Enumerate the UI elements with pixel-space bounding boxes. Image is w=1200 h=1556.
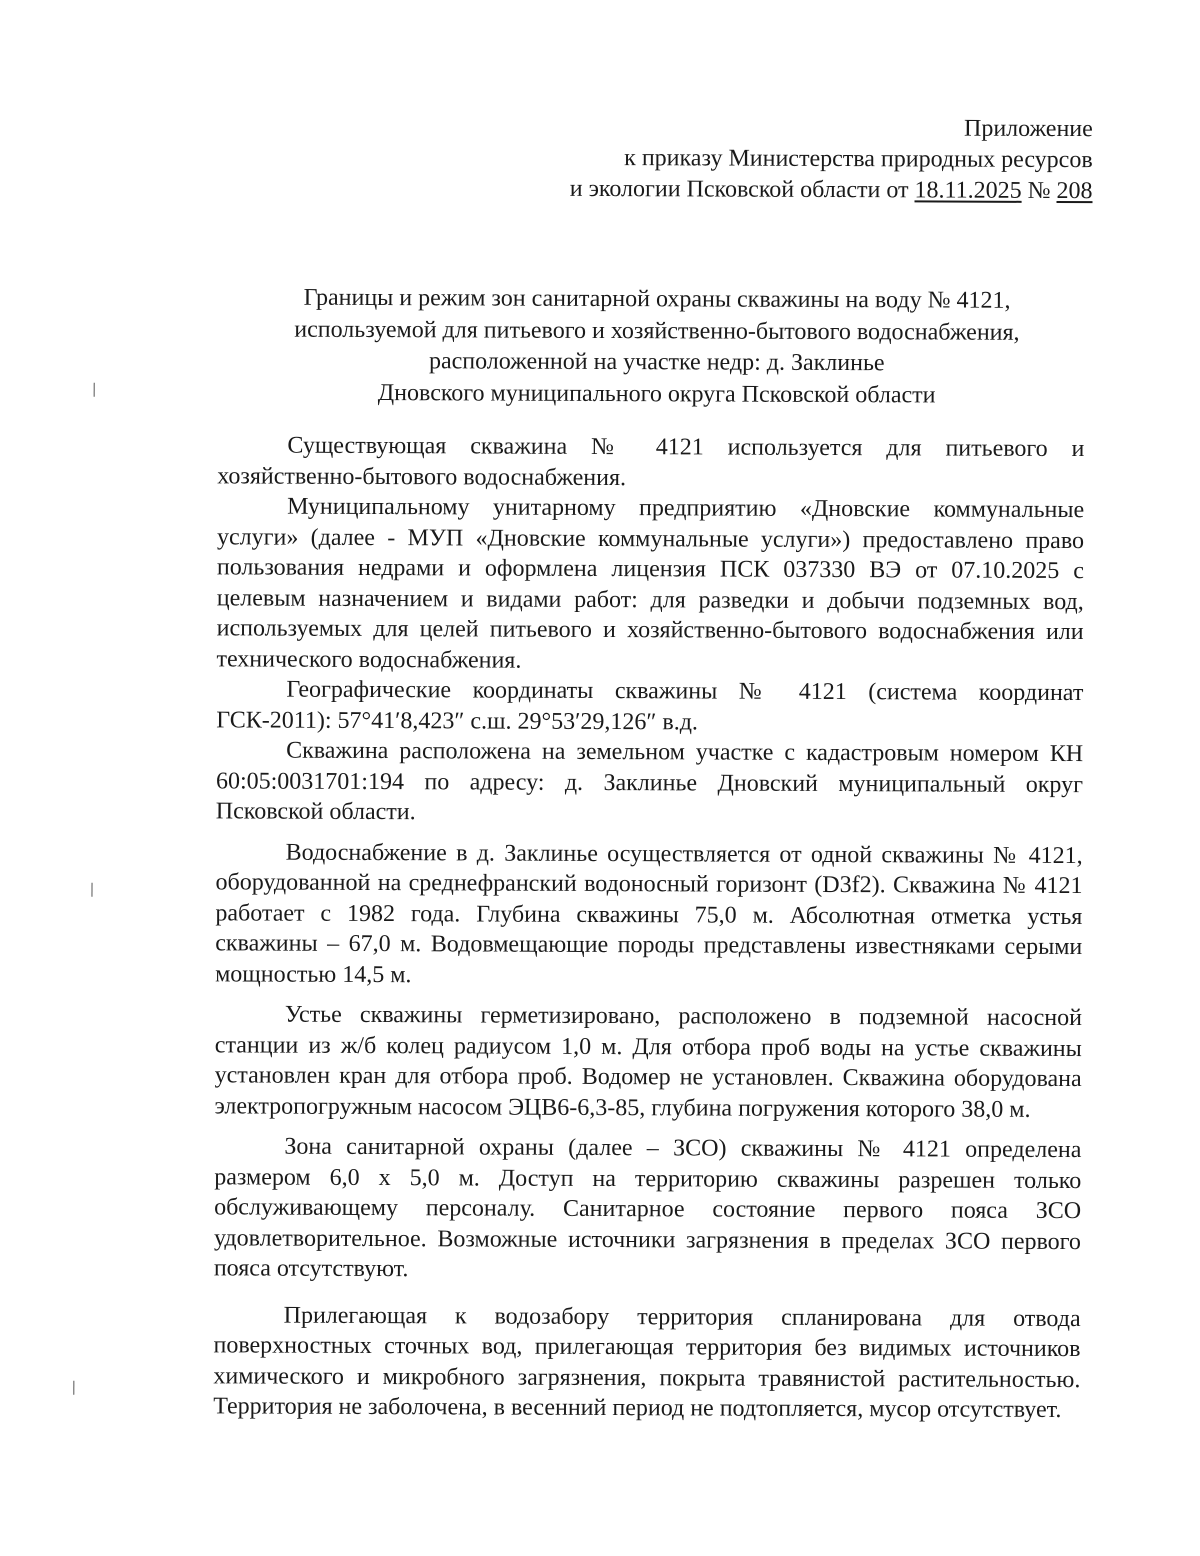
order-date: 18.11.2025 bbox=[914, 177, 1022, 204]
appendix-header bbox=[570, 112, 1093, 207]
paragraph-land-plot: Скважина расположена на земельном участке с кадастровым номером КН 60:05:0031701:194 по адресу: д. Заклинье Дновский муниципальный округ Псковской области. bbox=[215, 737, 1084, 826]
title-line-2: используемой для питьевого и хозяйственно-бытового водоснабжения, bbox=[294, 316, 1020, 346]
scan-margin-mark bbox=[73, 1381, 74, 1395]
paragraph-water-supply: Водоснабжение в д. Заклинье осуществляется от одной скважины № 4121, оборудованной на среднефранский водоносный горизонт (D3f2). Скважина № 4121 работает с 1982 года. Глубина скважины 75,0 м. Абсолютная отметка устья скважины – 67,0 м. Водовмещающие породы представлены известняками серыми мощностью 14,5 м. bbox=[215, 839, 1083, 988]
paragraph-territory: Прилегающая к водозабору территория спланирована для отвода поверхностных сточных вод, прилегающая территория без видимых источников химического и микробного загрязнения, покрыта травянистой растительностью. Территория не заболочена, в весенний период не подтопляется, мусор отсутствует. bbox=[213, 1302, 1081, 1424]
title-line-3: расположенной на участке недр: д. Заклинье bbox=[428, 348, 885, 377]
document-body bbox=[213, 430, 1084, 1425]
title-line-4: Дновского муниципального округа Псковской области bbox=[377, 379, 936, 408]
paragraph-existing-well: Существующая скважина № 4121 используется для питьевого и хозяйственно-бытового водоснабжения. bbox=[217, 432, 1085, 491]
appendix-order-line: к приказу Министерства природных ресурсов bbox=[624, 145, 1093, 174]
paragraph-coordinates: Географические координаты скважины № 4121 (система координат ГСК-2011): 57°41′8,423″ с.ш. 29°53′29,126″ в.д. bbox=[216, 676, 1084, 735]
title-line-1: Границы и режим зон санитарной охраны скважины на воду № 4121, bbox=[303, 284, 1011, 314]
paragraph-sanitary-zone: Зона санитарной охраны (далее – ЗСО) скважины № 4121 определена размером 6,0 х 5,0 м. Доступ на территорию скважины разрешен только обслуживающему персоналу. Санитарное состояние первого пояса ЗСО удовлетворительное. Возможные источники загрязнения в пределах ЗСО первого пояса отсутствуют. bbox=[213, 1133, 1082, 1283]
order-number: 208 bbox=[1056, 177, 1093, 205]
paragraph-license: Муниципальному унитарному предприятию «Дновские коммунальные услуги» (далее - МУП «Дновские коммунальные услуги») предоставлено право пользования недрами и оформлена лицензия ПСК 037330 ВЭ от 07.10.2025 с целевым назначением и видами работ: для разведки и добычи подземных вод, используемых для целей питьевого и хозяйственно-бытового водоснабжения или технического водоснабжения. bbox=[216, 493, 1085, 674]
appendix-authority: и экологии Псковской области от bbox=[569, 175, 915, 204]
appendix-date-line bbox=[570, 174, 1093, 207]
scan-margin-mark bbox=[94, 383, 95, 397]
scan-margin-mark bbox=[91, 883, 92, 897]
number-sign: № bbox=[1021, 177, 1057, 204]
document-title bbox=[162, 282, 1153, 412]
appendix-title: Приложение bbox=[963, 115, 1093, 143]
paragraph-wellhead: Устье скважины герметизировано, расположено в подземной насосной станции из ж/б колец радиусом 1,0 м. Для отбора проб воды на устье скважины установлен кран для отбора проб. Водомер не установлен. Скважина оборудована электропогружным насосом ЭЦВ6-6,3-85, глубина погружения которого 38,0 м. bbox=[214, 1001, 1083, 1123]
